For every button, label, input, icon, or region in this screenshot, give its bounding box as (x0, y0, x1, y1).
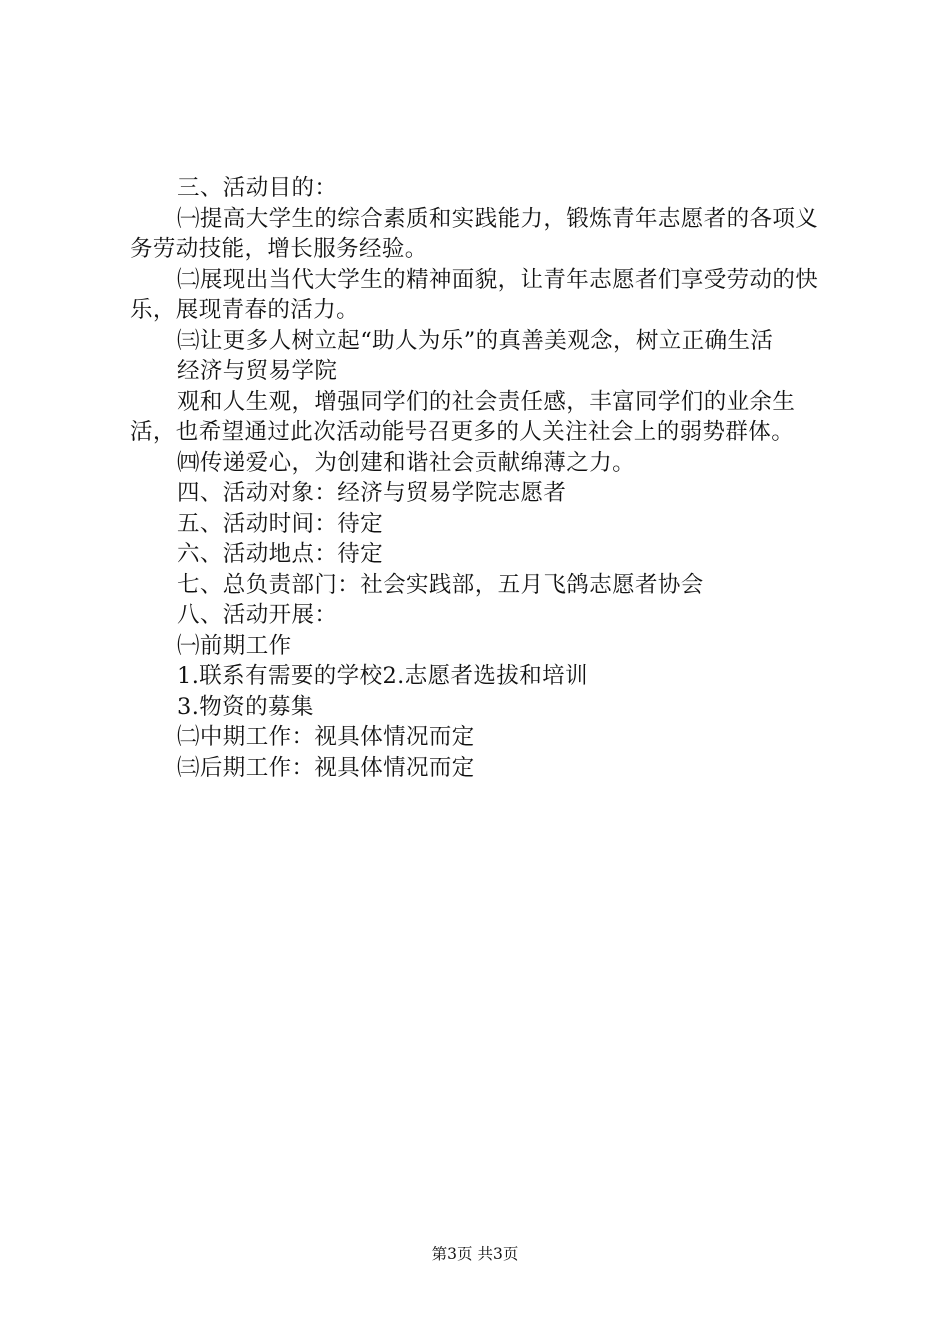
phase-early-step-3: 3.物资的募集 (177, 693, 314, 720)
purpose-item-2: ㈡展现出当代大学生的精神面貌，让青年志愿者们享受劳动的快乐，展现青春的活力。 (130, 266, 819, 323)
section-department: 七、总负责部门：社会实践部，五月飞鸽志愿者协会 (177, 571, 704, 598)
phase-early: ㈠前期工作 (177, 632, 292, 659)
section-location: 六、活动地点：待定 (177, 541, 384, 567)
page-number-footer: 第3页 共3页 (431, 1245, 519, 1263)
purpose-item-3: ㈢让更多人树立起“助人为乐”的真善美观念，树立正确生活 (177, 327, 774, 354)
phase-late: ㈢后期工作：视具体情况而定 (177, 754, 475, 781)
section-time: 五、活动时间：待定 (177, 510, 384, 537)
purpose-item-1: ㈠提高大学生的综合素质和实践能力，锻炼青年志愿者的各项义务劳动技能，增长服务经验。 (130, 205, 819, 262)
section-target: 四、活动对象：经济与贸易学院志愿者 (177, 480, 567, 506)
section-heading-activities: 八、活动开展： (177, 602, 338, 628)
purpose-item-3-continued: 观和人生观，增强同学们的社会责任感，丰富同学们的业余生活，也希望通过此次活动能号召更多的人关注社会上的弱势群体。 (130, 388, 796, 445)
phase-middle: ㈡中期工作：视具体情况而定 (177, 724, 475, 750)
document-body (130, 173, 835, 783)
section-heading-purpose: 三、活动目的： (177, 175, 338, 201)
school-name-line: 经济与贸易学院 (177, 358, 338, 384)
purpose-item-4: ㈣传递爱心，为创建和谐社会贡献绵薄之力。 (177, 449, 636, 476)
phase-early-steps: 1.联系有需要的学校2.志愿者选拔和培训 (177, 663, 588, 689)
